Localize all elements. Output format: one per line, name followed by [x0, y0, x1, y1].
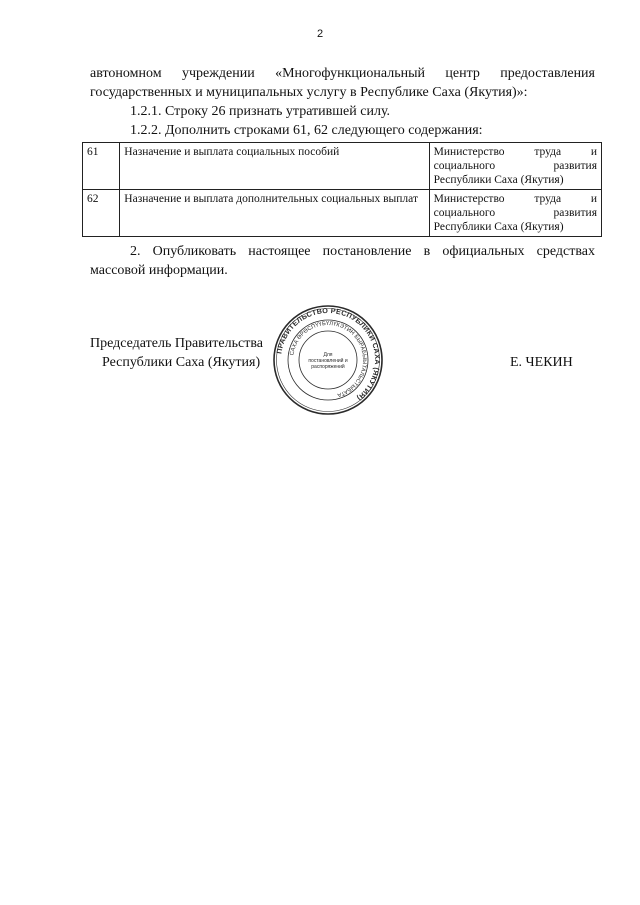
- seal-outer-text: ПРАВИТЕЛЬСТВО РЕСПУБЛИКИ САХА (ЯКУТИЯ): [274, 305, 383, 403]
- publish-paragraph: [90, 242, 595, 280]
- table-row: [83, 143, 602, 190]
- ministry-line: Министерство труда и: [433, 146, 597, 158]
- row-number: 62: [83, 190, 120, 237]
- ministry-line: Республики Саха (Якутия): [433, 174, 564, 186]
- ministry-line: Министерство труда и: [433, 193, 597, 205]
- ministry-line: Республики Саха (Якутия): [433, 221, 564, 233]
- service-name: Назначение и выплата дополнительных социальных выплат: [120, 190, 429, 237]
- ministry-line: социального развития: [433, 160, 597, 172]
- seal-center-text: распоряжений: [311, 364, 345, 370]
- signer-title: [90, 334, 263, 372]
- seal-center-text: Для: [323, 352, 333, 358]
- signer-name: Е. ЧЕКИН: [510, 355, 573, 370]
- clause-1-2-2: 1.2.2. Дополнить строками 61, 62 следующего содержания:: [130, 123, 483, 138]
- page-number: 2: [316, 28, 324, 40]
- clause-1-2-1: 1.2.1. Строку 26 признать утратившей силу.: [130, 104, 391, 119]
- intro-line-2: государственных и муниципальных услугу в Республике Саха (Якутия)»:: [90, 85, 528, 100]
- seal-center-text: постановлений и: [308, 358, 348, 364]
- services-table: [82, 142, 602, 237]
- row-number: 61: [83, 143, 120, 190]
- intro-line-1: автономном учреждении «Многофункциональный центр предоставления: [90, 66, 595, 81]
- publish-line-1: 2. Опубликовать настоящее постановление в официальных средствах: [130, 244, 595, 259]
- service-name: Назначение и выплата социальных пособий: [120, 143, 429, 190]
- signer-title-line-2: Республики Саха (Якутия): [102, 355, 261, 370]
- ministry-name: [429, 190, 601, 237]
- ministry-line: социального развития: [433, 207, 597, 219]
- publish-line-2: массовой информации.: [90, 263, 228, 278]
- seal-inner-text: САХА ӨРӨСПҮҮБҮЛҮКЭТИН БЫРАБЫЫТАЛЬСТЫБАТА: [289, 320, 368, 398]
- table-row: [83, 190, 602, 237]
- signer-title-line-1: Председатель Правительства: [90, 336, 263, 351]
- ministry-name: [429, 143, 601, 190]
- intro-paragraph: [90, 64, 595, 102]
- official-seal-icon: [272, 304, 384, 416]
